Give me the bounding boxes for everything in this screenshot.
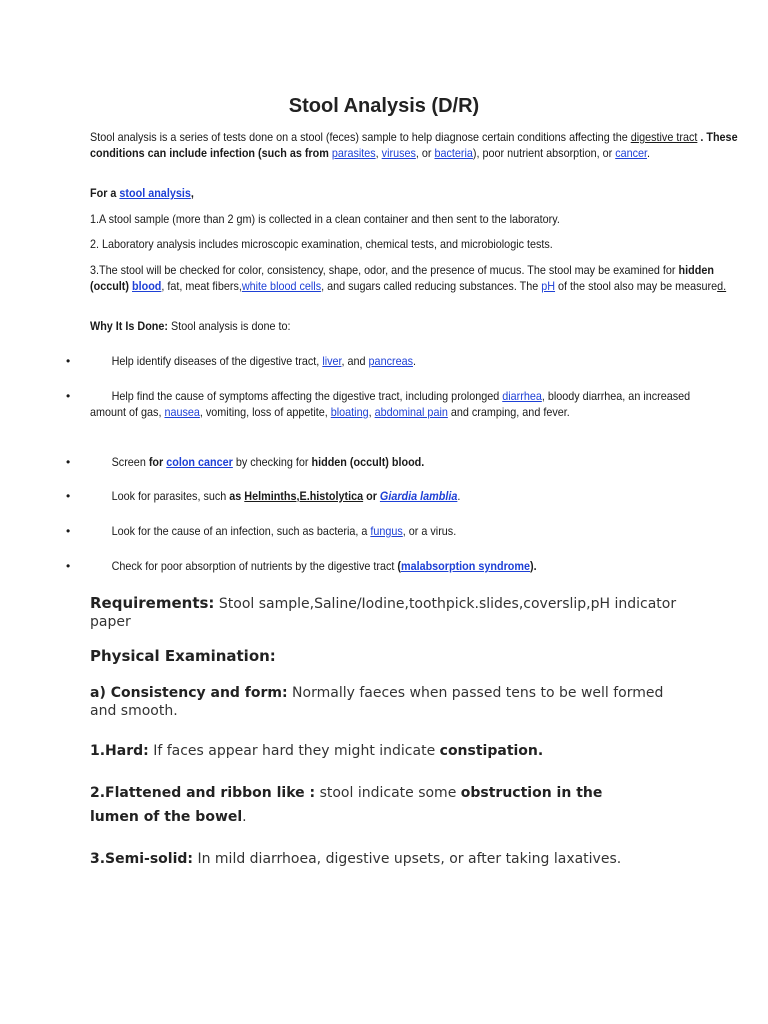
digestive-tract-link[interactable]: digestive tract [630, 130, 698, 144]
flattened-label: 2.Flattened and ribbon like : [90, 785, 316, 801]
bullet-icon: • [66, 389, 71, 403]
bullet-icon: • [66, 489, 71, 503]
list-item [90, 558, 720, 574]
list-item [90, 353, 720, 369]
semi-solid-item [90, 850, 690, 868]
list-item-text: ( [397, 559, 401, 573]
blood-link[interactable]: blood [132, 279, 162, 293]
viruses-link[interactable]: viruses [381, 146, 416, 160]
list-item-text: . [412, 354, 416, 368]
intro-text: ), poor nutrient absorption, or [472, 146, 616, 160]
flattened-text: . [242, 809, 247, 825]
list-item-text: Look for the cause of an infection, such as bacteria, a [111, 524, 371, 538]
list-item-text: , and [341, 354, 369, 368]
hard-item [90, 742, 690, 760]
diarrhea-link[interactable]: diarrhea [502, 389, 542, 403]
liver-link[interactable]: liver [322, 354, 342, 368]
step-3-text: d. [717, 279, 727, 293]
step-3 [90, 262, 740, 294]
why-it-is-done [90, 318, 740, 334]
pancreas-link[interactable]: pancreas [368, 354, 413, 368]
for-a-heading [90, 185, 740, 201]
physical-examination-heading [90, 647, 690, 665]
consistency-text: Normally faeces when passed tens to be well formed and smooth. [90, 685, 664, 719]
bullet-icon: • [66, 524, 71, 538]
stool-analysis-link[interactable]: stool analysis [119, 186, 191, 200]
list-item-text: Screen [111, 455, 149, 469]
colon-cancer-link[interactable]: colon cancer [166, 455, 233, 469]
list-item-text: Look for parasites, such [111, 489, 230, 503]
bullet-icon: • [66, 455, 71, 469]
list-item-text: ). [530, 559, 537, 573]
intro-text: , [375, 146, 382, 160]
list-item-text: hidden (occult) blood. [311, 455, 425, 469]
step-3-text: , fat, meat fibers, [161, 279, 242, 293]
giardia-lamblia-link[interactable]: Giardia lamblia [379, 489, 458, 503]
list-item-text: Check for poor absorption of nutrients by the digestive tract [111, 559, 398, 573]
flattened-item [90, 781, 650, 829]
bloating-link[interactable]: bloating [330, 405, 369, 419]
hidden-occult-text: hidden (occult) [90, 263, 714, 293]
bacteria-link[interactable]: bacteria [434, 146, 473, 160]
intro-text: , or [415, 146, 435, 160]
bullet-icon: • [66, 559, 71, 573]
obstruction-text: obstruction in the lumen of the bowel [90, 785, 603, 825]
list-item-text: , bloody diarrhea, an increased amount of gas, [90, 389, 691, 419]
fungus-link[interactable]: fungus [370, 524, 403, 538]
intro-paragraph [90, 129, 740, 161]
nausea-link[interactable]: nausea [164, 405, 200, 419]
for-a-text: For a [90, 186, 120, 200]
hard-label: 1.Hard: [90, 743, 149, 759]
intro-text: . These conditions can include infection (such as from [90, 130, 738, 160]
why-text: Stool analysis is done to: [168, 319, 291, 333]
step-1 [90, 211, 740, 227]
list-item-text: , or a virus. [402, 524, 457, 538]
malabsorption-syndrome-link[interactable]: malabsorption syndrome [400, 559, 531, 573]
list-item-text: and cramping, and fever. [447, 405, 570, 419]
helminths-text: Helminths,E.histolytica [244, 489, 364, 503]
step-3-text: of the stool also may be measure [555, 279, 718, 293]
semi-solid-text: In mild diarrhoea, digestive upsets, or after taking laxatives. [193, 851, 622, 867]
list-item-text: , [368, 405, 375, 419]
list-item-text: Help identify diseases of the digestive tract, [111, 354, 323, 368]
page-title: Stool Analysis (D/R) [288, 95, 480, 117]
cancer-link[interactable]: cancer [615, 146, 648, 160]
physical-examination-label: Physical Examination: [90, 647, 276, 665]
list-item [90, 523, 720, 539]
abdominal-pain-link[interactable]: abdominal pain [374, 405, 448, 419]
list-item-text: , vomiting, loss of appetite, [199, 405, 331, 419]
list-item [90, 488, 720, 504]
hard-text: If faces appear hard they might indicate [148, 743, 440, 759]
step-2-text: 2. Laboratory analysis includes microscopic examination, chemical tests, and microbiologic tests. [90, 237, 553, 251]
parasites-link[interactable]: parasites [331, 146, 376, 160]
flattened-text: stool indicate some [315, 785, 461, 801]
why-label: Why It Is Done: [90, 319, 169, 333]
constipation-text: constipation. [439, 743, 544, 759]
requirements [90, 594, 690, 631]
intro-text: . [647, 146, 651, 160]
ph-link[interactable]: pH [541, 279, 556, 293]
step-3-text: , and sugars called reducing substances. The [321, 279, 542, 293]
list-item-text: as [229, 489, 245, 503]
white-blood-cells-link[interactable]: white blood cells [241, 279, 322, 293]
list-item-text: Help find the cause of symptoms affecting the digestive tract, including prolonged [111, 389, 503, 403]
consistency-and-form [90, 684, 690, 720]
consistency-label: a) Consistency and form: [90, 685, 288, 701]
requirements-text: Stool sample,Saline/Iodine,toothpick.slides,coverslip,pH indicator paper [90, 596, 677, 630]
requirements-label: Requirements: [90, 594, 215, 612]
step-1-text: 1.A stool sample (more than 2 gm) is collected in a clean container and then sent to the laboratory. [90, 212, 560, 226]
list-item-text: . [457, 489, 461, 503]
step-3-text: 3.The stool will be checked for color, consistency, shape, odor, and the presence of mucus. The stool may be examined for [90, 263, 679, 277]
list-item [90, 388, 720, 420]
list-item-text: or [363, 489, 380, 503]
list-item [90, 454, 720, 470]
step-2 [90, 236, 740, 252]
bullet-icon: • [66, 354, 71, 368]
list-item-text: for [148, 455, 167, 469]
semi-solid-label: 3.Semi-solid: [90, 851, 194, 867]
for-a-text: , [190, 186, 194, 200]
intro-text: Stool analysis is a series of tests done on a stool (feces) sample to help diagnose certain conditions affecting the [90, 130, 631, 144]
list-item-text: by checking for [232, 455, 312, 469]
